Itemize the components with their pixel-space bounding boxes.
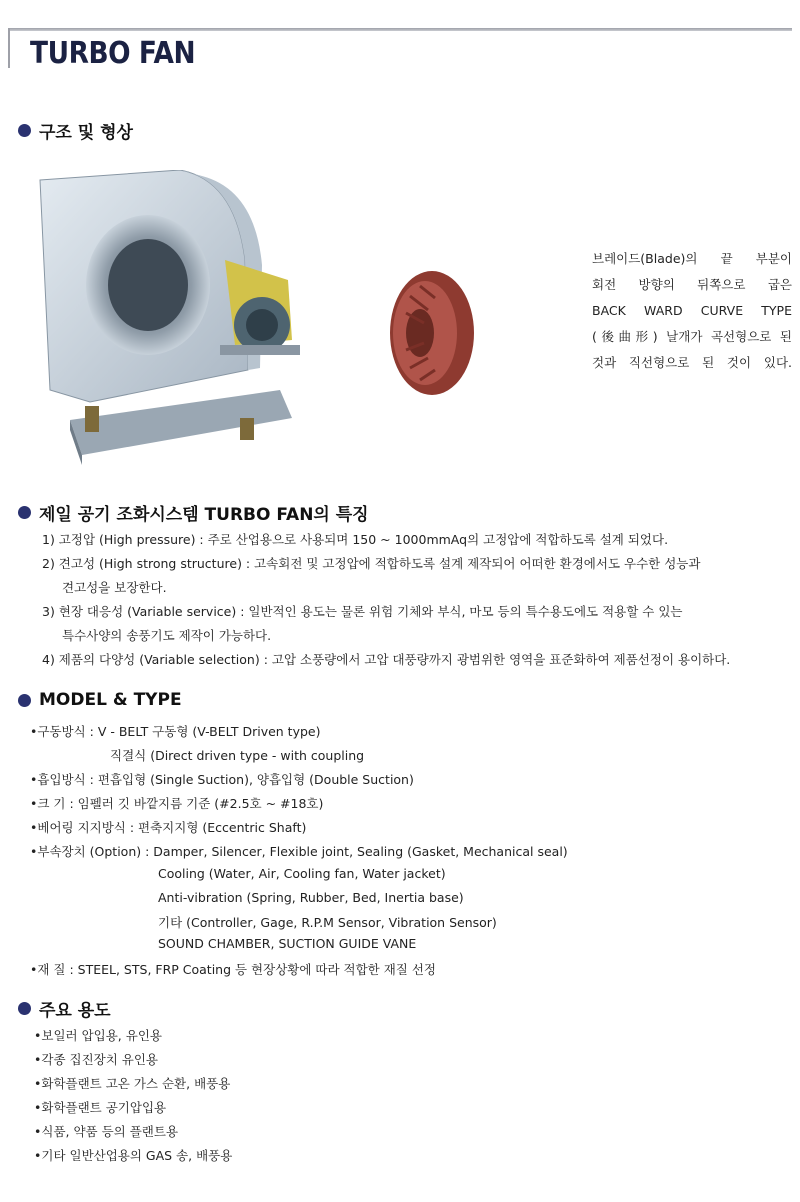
description-line: 브레이드(Blade)의 끝 부분이 (592, 251, 792, 266)
description-line: 회전 방향의 뒤쪽으로 굽은 (592, 277, 792, 292)
section-features-heading (18, 500, 369, 525)
model-drive-alt: 직결식 (Direct driven type - with coupling (110, 748, 365, 763)
section-heading-text: 주요 용도 (39, 1001, 111, 1021)
usage-item: •식품, 약품 등의 플랜트용 (34, 1124, 179, 1139)
turbo-fan-photo (30, 170, 310, 470)
section-usage-heading (18, 996, 111, 1021)
bullet-dot-icon (18, 124, 31, 137)
top-rule (8, 28, 792, 31)
section-heading-text: 제일 공기 조화시스템 TURBO FAN의 특징 (39, 505, 369, 525)
section-model-heading (18, 690, 182, 710)
feature-item: 1) 고정압 (High pressure) : 주로 산업용으로 사용되며 150 ~ 1000mmAq의 고정압에 적합하도록 설계 되었다. (42, 532, 669, 547)
description-line: (後曲形) 날개가 곡선형으로 된 (592, 329, 792, 344)
model-option-line: 기타 (Controller, Gage, R.P.M Sensor, Vibration Sensor) (158, 915, 497, 930)
section-structure-heading (18, 118, 133, 143)
model-material: •재 질 : STEEL, STS, FRP Coating 등 현장상황에 따라 적합한 재질 선정 (30, 962, 437, 977)
description-line: 것과 직선형으로 된 것이 있다. (592, 355, 792, 370)
usage-item: •각종 집진장치 유인용 (34, 1052, 158, 1067)
model-option-line: Cooling (Water, Air, Cooling fan, Water jacket) (158, 866, 446, 881)
bullet-dot-icon (18, 506, 31, 519)
usage-item: •화학플랜트 공기압입용 (34, 1100, 167, 1115)
model-option-line: SOUND CHAMBER, SUCTION GUIDE VANE (158, 936, 417, 951)
section-heading-text: MODEL & TYPE (39, 690, 182, 710)
model-option-line: Anti-vibration (Spring, Rubber, Bed, Inertia base) (158, 890, 464, 905)
bullet-dot-icon (18, 694, 31, 707)
page-title: TURBO FAN (30, 36, 196, 71)
feature-item-continued: 특수사양의 송풍기도 제작이 가능하다. (62, 628, 272, 643)
usage-item: •화학플랜트 고온 가스 순환, 배풍용 (34, 1076, 231, 1091)
feature-item: 4) 제품의 다양성 (Variable selection) : 고압 소풍량에서 고압 대풍량까지 광범위한 영역을 표준화하여 제품선정이 용이하다. (42, 652, 731, 667)
model-size: •크 기 : 임펠러 깃 바깥지름 기준 (#2.5호 ~ #18호) (30, 796, 324, 811)
shape-description (592, 246, 792, 376)
section-heading-text: 구조 및 형상 (39, 123, 133, 143)
usage-item: •기타 일반산업용의 GAS 송, 배풍용 (34, 1148, 233, 1163)
usage-item: •보일러 압입용, 유인용 (34, 1028, 162, 1043)
bullet-dot-icon (18, 1002, 31, 1015)
model-drive: •구동방식 : V - BELT 구동형 (V-BELT Driven type) (30, 724, 321, 739)
model-suction: •흡입방식 : 편흡입형 (Single Suction), 양흡입형 (Double Suction) (30, 772, 414, 787)
impeller-photo (380, 268, 480, 398)
feature-item: 2) 견고성 (High strong structure) : 고속회전 및 고정압에 적합하도록 설계 제작되어 어떠한 환경에서도 우수한 성능과 (42, 556, 701, 571)
feature-item-continued: 견고성을 보장한다. (62, 580, 167, 595)
description-line: BACK WARD CURVE TYPE (592, 303, 792, 318)
model-option: •부속장치 (Option) : Damper, Silencer, Flexible joint, Sealing (Gasket, Mechanical seal) (30, 844, 568, 859)
model-bearing: •베어링 지지방식 : 편축지지형 (Eccentric Shaft) (30, 820, 307, 835)
left-rule (8, 28, 10, 68)
feature-item: 3) 현장 대응성 (Variable service) : 일반적인 용도는 물론 위험 기체와 부식, 마모 등의 특수용도에도 적용할 수 있는 (42, 604, 683, 619)
